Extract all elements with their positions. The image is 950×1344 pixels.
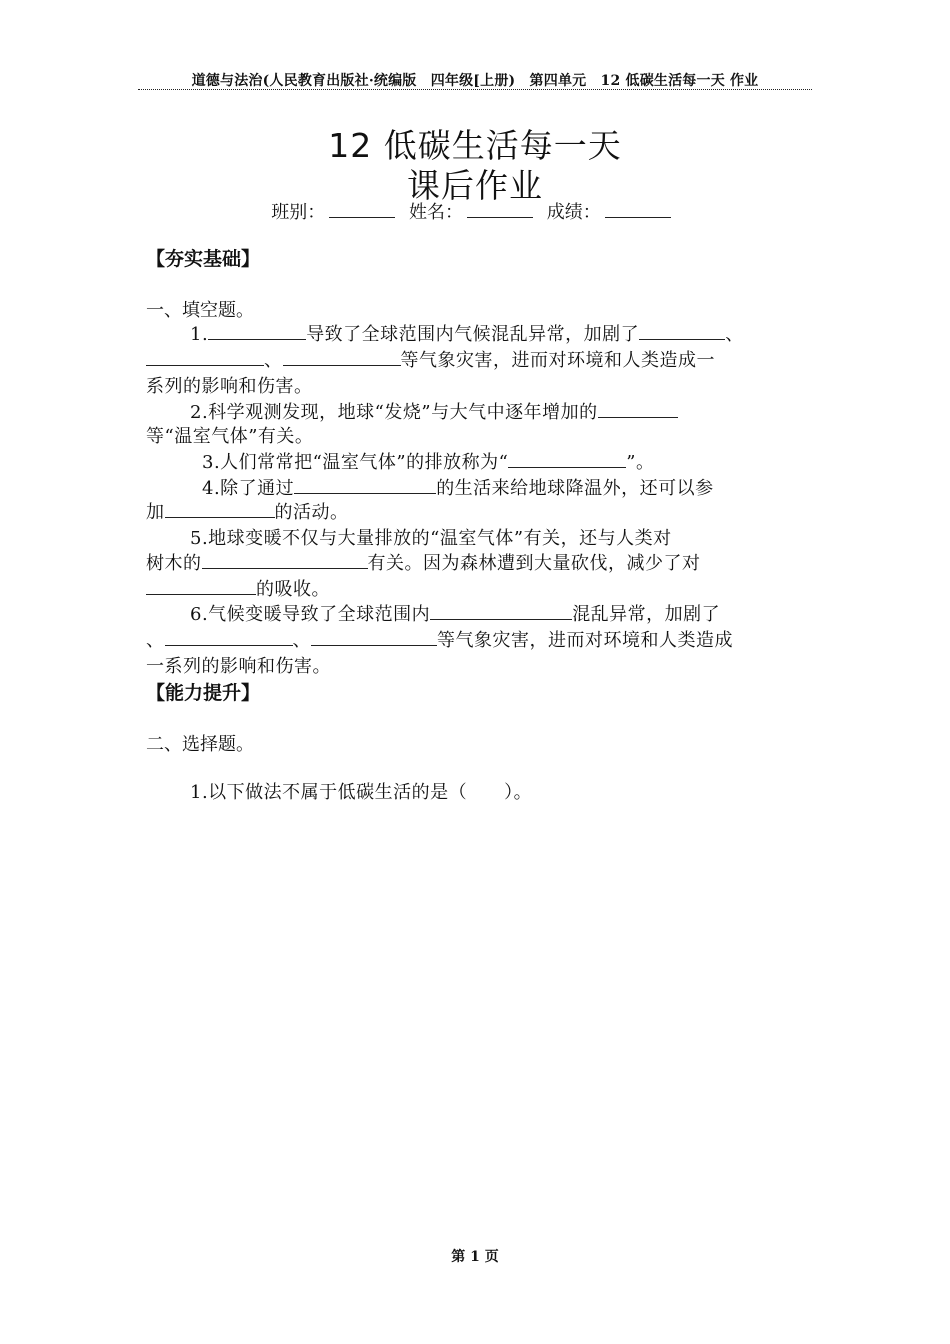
- q4-blank-1[interactable]: [294, 475, 436, 494]
- name-blank[interactable]: [467, 201, 533, 218]
- class-blank[interactable]: [329, 201, 395, 218]
- q6-line1: [190, 600, 720, 626]
- choice-heading: 二、选择题。: [146, 734, 254, 755]
- student-info-line: [0, 198, 950, 224]
- q2-blank-1[interactable]: [598, 399, 678, 418]
- q5-blank-2[interactable]: [146, 576, 256, 595]
- score-label: 成绩：: [546, 202, 601, 223]
- q4-line2: [146, 498, 349, 524]
- q1-text-a: 导致了全球范围内气候混乱异常，加剧了: [306, 324, 640, 345]
- q4-blank-2[interactable]: [165, 499, 275, 518]
- q1-line1: [190, 320, 744, 346]
- worksheet-title: 12 低碳生活每一天: [328, 126, 622, 165]
- q1-blank-4[interactable]: [283, 347, 401, 366]
- header-divider: [138, 89, 812, 90]
- q2-text-a: 2.科学观测发现，地球“发烧”与大气中逐年增加的: [190, 402, 598, 423]
- q6-text-b: 混乱异常，加剧了: [572, 604, 721, 625]
- q4-text-c: 加: [146, 502, 165, 523]
- section-ability: 【能力提升】: [146, 682, 261, 704]
- class-label: 班别：: [271, 202, 326, 223]
- q4-line1: [202, 474, 714, 500]
- q3-blank-1[interactable]: [508, 449, 626, 468]
- q4-text-a: 4.除了通过: [202, 478, 295, 499]
- q1-sep-2: 、: [264, 350, 283, 371]
- q4-text-d: 的活动。: [274, 502, 349, 523]
- q6-text-a: 6.气候变暖导致了全球范围内: [190, 604, 431, 625]
- q6-sep-1: 、: [146, 630, 165, 651]
- q1-blank-3[interactable]: [146, 347, 264, 366]
- q2-line2: 等“温室气体”有关。: [146, 426, 314, 447]
- q1-line3: 系列的影响和伤害。: [146, 376, 313, 397]
- q3-line1: [202, 448, 654, 474]
- score-blank[interactable]: [605, 201, 671, 218]
- page-number: 第 1 页: [451, 1249, 499, 1265]
- q1-line2: [146, 346, 715, 372]
- q2-line1: [190, 398, 678, 424]
- q1-number: 1.: [190, 324, 209, 345]
- q5-text-d: 的吸收。: [256, 579, 330, 600]
- q6-line2: [146, 626, 733, 652]
- q1-text-d: 等气象灾害，进而对环境和人类造成一: [400, 350, 715, 371]
- section-basic: 【夯实基础】: [146, 248, 261, 270]
- q5-line1: 5.地球变暖不仅与大量排放的“温室气体”有关，还与人类对: [190, 528, 672, 549]
- fill-blank-heading: 一、填空题。: [146, 300, 254, 321]
- page-header: 道德与法治(人民教育出版社·统编版 四年级[上册) 第四单元 12 低碳生活每一天 作业: [191, 73, 759, 89]
- q1-blank-2[interactable]: [639, 321, 725, 340]
- q6-text-e: 等气象灾害，进而对环境和人类造成: [437, 630, 733, 651]
- q6-sep-2: 、: [292, 630, 311, 651]
- q5-text-b: 树木的: [146, 553, 202, 574]
- q5-line3: [146, 575, 330, 601]
- q5-text-c: 有关。因为森林遭到大量砍伐，减少了对: [367, 553, 701, 574]
- q6-line3: 一系列的影响和伤害。: [146, 656, 331, 677]
- q6-blank-2[interactable]: [165, 627, 293, 646]
- q4-text-b: 的生活来给地球降温外，还可以参: [436, 478, 714, 499]
- q3-text-a: 3.人们常常把“温室气体”的排放称为“: [202, 452, 509, 473]
- choice-q1: 1.以下做法不属于低碳生活的是（ ）。: [190, 782, 533, 803]
- q6-blank-1[interactable]: [430, 601, 572, 620]
- name-label: 姓名：: [409, 202, 463, 223]
- worksheet-subtitle: 课后作业: [407, 166, 543, 205]
- q1-blank-1[interactable]: [208, 321, 306, 340]
- q1-sep-1: 、: [725, 324, 744, 345]
- q6-blank-3[interactable]: [311, 627, 437, 646]
- q5-line2: [146, 549, 701, 575]
- q3-text-b: ”。: [626, 452, 655, 473]
- q5-blank-1[interactable]: [202, 550, 368, 569]
